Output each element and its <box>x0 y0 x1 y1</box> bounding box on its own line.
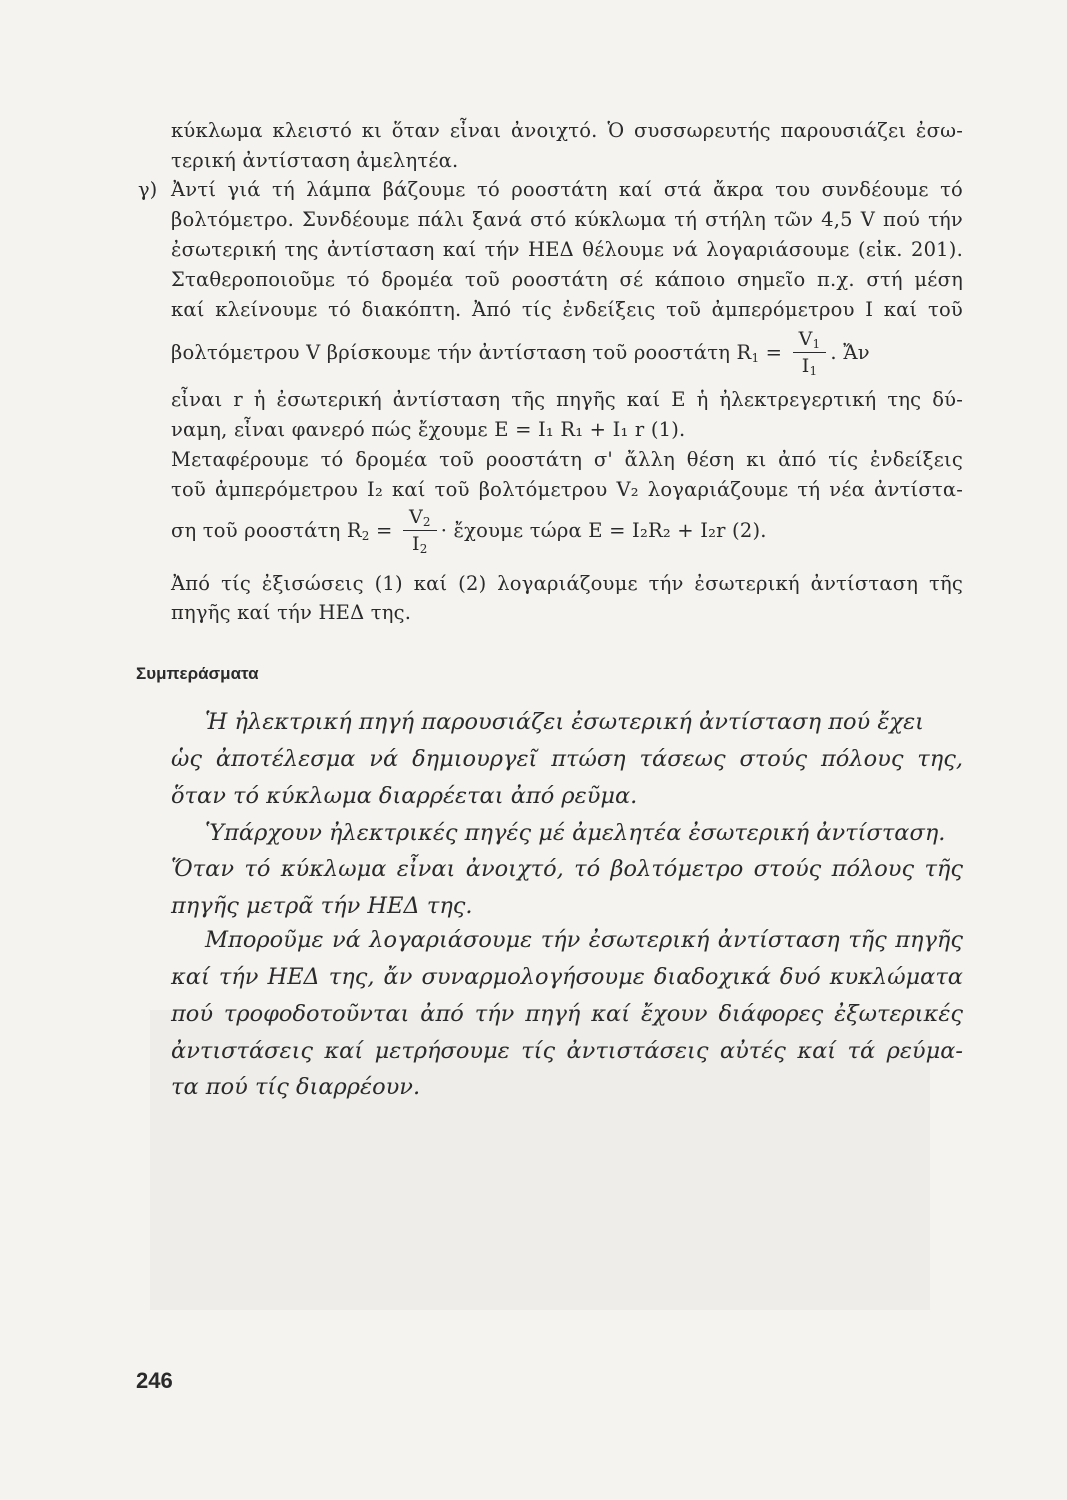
text-line: ἐσωτερική της ἀντίσταση καί τήν ΗΕΔ θέλουμε νά λογαριάσουμε (εἰκ. 201). <box>171 238 963 261</box>
subscript: 2 <box>361 529 370 543</box>
fraction-v2-i2 <box>403 508 437 555</box>
text-line: εἶναι r ἡ ἐσωτερική ἀντίσταση τῆς πηγῆς καί E ἡ ἠλεκτρεγερτική της δύ- <box>171 388 963 411</box>
conclusion-line: Ὅταν τό κύκλωμα εἶναι ἀνοιχτό, τό βολτόμετρο στούς πόλους τῆς <box>171 856 963 882</box>
text-line: ναμη, εἶναι φανερό πώς ἔχουμε E = I₁ R₁ + I₁ r (1). <box>171 418 686 441</box>
formula-line-r2 <box>171 508 963 558</box>
text-segment: . Ἄν <box>830 341 870 364</box>
text-line: πηγῆς καί τήν ΗΕΔ της. <box>171 601 412 624</box>
fraction-numerator: $V_1$ <box>793 330 827 353</box>
conclusion-line: ἀντιστάσεις καί μετρήσουμε τίς ἀντιστάσεις αὐτές καί τά ρεύμα- <box>171 1038 963 1064</box>
conclusion-line: πηγῆς μετρᾶ τήν ΗΕΔ της. <box>171 893 473 919</box>
conclusion-line: ὅταν τό κύκλωμα διαρρέεται ἀπό ρεῦμα. <box>171 783 638 809</box>
fraction-denominator: $I_2$ <box>412 533 428 556</box>
conclusion-line: Μποροῦμε νά λογαριάσουμε τήν ἐσωτερική ἀντίσταση τῆς πηγῆς <box>205 927 963 953</box>
text-line: Μεταφέρουμε τό δρομέα τοῦ ροοστάτη σ' ἄλλη θέση κι ἀπό τίς ἐνδείξεις <box>171 448 963 471</box>
text-line: Σταθεροποιοῦμε τό δρομέα τοῦ ροοστάτη σέ κάποιο σημεῖο π.χ. στή μέση <box>171 268 963 291</box>
page-number: 246 <box>136 1368 173 1393</box>
text-line: Ἀντί γιά τή λάμπα βάζουμε τό ροοστάτη καί στά ἄκρα του συνδέουμε τό <box>171 178 963 201</box>
text-line: κύκλωμα κλειστό κι ὅταν εἶναι ἀνοιχτό. Ὁ συσσωρευτής παρουσιάζει ἐσω- <box>171 119 963 142</box>
text-line: καί κλείνουμε τό διακόπτη. Ἀπό τίς ἐνδείξεις τοῦ ἀμπερόμετρου Ι καί τοῦ <box>171 298 963 321</box>
conclusion-line: τα πού τίς διαρρέουν. <box>171 1074 421 1100</box>
item-label: γ) <box>138 178 158 201</box>
conclusion-line: ὡς ἀποτέλεσμα νά δημιουργεῖ πτώση τάσεως στούς πόλους της, <box>171 746 963 772</box>
text-segment: · ἔχουμε τώρα E = I₂R₂ + I₂r (2). <box>440 519 767 542</box>
conclusion-line: Ὑπάρχουν ἠλεκτρικές πηγές μέ ἀμελητέα ἐσωτερική ἀντίσταση. <box>205 820 946 846</box>
fraction-v1-i1 <box>793 330 827 377</box>
text-segment: ση τοῦ ροοστάτη R <box>171 519 362 542</box>
conclusion-line: πού τροφοδοτοῦνται ἀπό τήν πηγή καί ἔχουν διάφορες ἐξωτερικές <box>171 1001 963 1027</box>
fraction-numerator: $V_2$ <box>403 508 437 531</box>
fraction-denominator: $I_1$ <box>801 355 818 378</box>
text-line: Ἀπό τίς ἐξισώσεις (1) καί (2) λογαριάζουμε τήν ἐσωτερική ἀντίσταση τῆς <box>171 572 963 595</box>
equals-sign: = <box>369 519 393 542</box>
conclusion-line: Ἡ ἠλεκτρική πηγή παρουσιάζει ἐσωτερική ἀντίσταση πού ἔχει <box>205 709 924 735</box>
subscript: 1 <box>751 351 760 365</box>
text-line: τοῦ ἀμπερόμετρου I₂ καί τοῦ βολτόμετρου V₂ λογαριάζουμε τή νέα ἀντίστα- <box>171 478 963 501</box>
equals-sign: = <box>759 341 783 364</box>
formula-line-r1 <box>171 330 963 380</box>
text-line: βολτόμετρο. Συνδέουμε πάλι ξανά στό κύκλωμα τή στήλη τῶν 4,5 V πού τήν <box>171 208 963 231</box>
conclusion-line: καί τήν ΗΕΔ της, ἄν συναρμολογήσουμε διαδοχικά δυό κυκλώματα <box>171 964 963 990</box>
section-heading: Συμπεράσματα <box>136 664 259 683</box>
text-segment: βολτόμετρου V βρίσκουμε τήν ἀντίσταση τοῦ ροοστάτη R <box>171 341 752 364</box>
text-line: τερική ἀντίσταση ἀμελητέα. <box>171 149 459 172</box>
